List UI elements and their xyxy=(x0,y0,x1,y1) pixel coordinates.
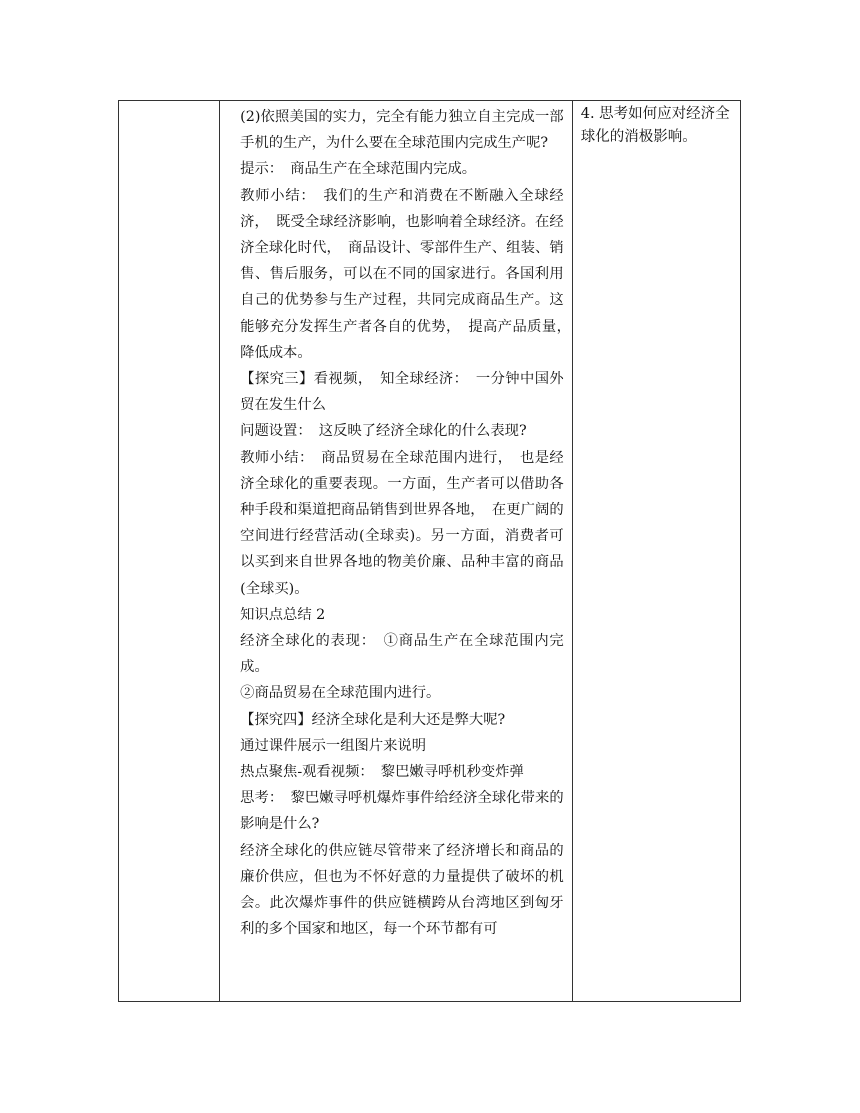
teacher-summary-paragraph: 教师小结： 我们的生产和消费在不断融入全球经济， 既受全球经济影响，也影响着全球经济。在经济全球化时代， 商品设计、零部件生产、组装、销售、售后服务，可以在不同的国家进行。各国利用自己的优势参与生产过程，共同完成商品生产。这能够充分发挥生产者各自的优势， 提高产品质量， 降低成本。 xyxy=(240,187,579,361)
question-setting-paragraph: 问题设置： 这反映了经济全球化的什么表现? xyxy=(240,423,527,440)
student-activity-text: 4. 思考如何应对经济全球化的消极影响。 xyxy=(580,106,730,145)
lesson-plan-table xyxy=(118,100,741,1002)
hot-focus-paragraph: 热点聚焦-观看视频： 黎巴嫩寻呼机秒变炸弹 xyxy=(240,764,524,781)
teaching-process-cell xyxy=(220,101,579,1002)
table-row xyxy=(119,101,741,1002)
thinking-question-paragraph: 思考： 黎巴嫩寻呼机爆炸事件给经济全球化带来的影响是什么? xyxy=(240,790,564,833)
student-activity-cell xyxy=(572,101,740,1002)
left-cell xyxy=(119,101,220,1002)
inquiry-four-heading: 【探究四】经济全球化是利大还是弊大呢? xyxy=(240,711,506,728)
globalization-manifestation-paragraph: ②商品贸易在全球范围内进行。 xyxy=(240,685,441,702)
student-activity-content xyxy=(573,101,740,149)
hint-paragraph: 提示： 商品生产在全球范围内完成。 xyxy=(240,161,477,178)
supply-chain-paragraph: 经济全球化的供应链尽管带来了经济增长和商品的廉价供应，但也为不怀好意的力量提供了破坏的机会。此次爆炸事件的供应链横跨从台湾地区到匈牙利的多个国家和地区，每一个环节都有可 xyxy=(240,842,564,938)
teaching-process-content xyxy=(220,101,579,943)
globalization-manifestation-paragraph: 经济全球化的表现： ①商品生产在全球范围内完成。 xyxy=(240,633,564,676)
teacher-summary-paragraph: 教师小结： 商品贸易在全球范围内进行， 也是经济全球化的重要表现。一方面，生产者可以借助各种手段和渠道把商品销售到世界各地， 在更广阔的空间进行经营活动(全球卖)。另一方面，消费者可以买到来自世界各地的物美价廉、品种丰富的商品(全球买)。 xyxy=(240,449,564,597)
inquiry-three-heading: 【探究三】看视频， 知全球经济： 一分钟中国外贸在发生什么 xyxy=(240,371,564,414)
courseware-paragraph: 通过课件展示一组图片来说明 xyxy=(240,737,427,754)
knowledge-summary-heading: 知识点总结 2 xyxy=(240,606,326,623)
question-paragraph: (2)依照美国的实力，完全有能力独立自主完成一部手机的生产，为什么要在全球范围内完成生产呢? xyxy=(240,109,564,152)
